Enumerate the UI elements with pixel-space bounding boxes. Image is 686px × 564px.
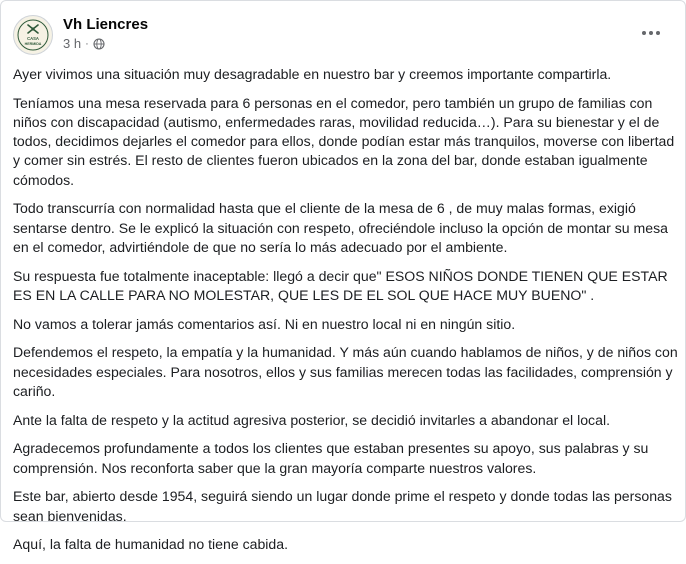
meta-separator: · <box>85 37 89 50</box>
more-options-dot <box>649 31 653 35</box>
avatar-logo-top-text: CASA <box>27 36 39 41</box>
avatar-logo-bottom-text: HERMIDA <box>24 42 42 46</box>
post-meta <box>63 36 105 51</box>
post-time[interactable]: 3 h <box>63 36 82 51</box>
post-paragraph: Ayer vivimos una situación muy desagradable en nuestro bar y creemos importante compartirla. <box>13 66 612 82</box>
post-header <box>1 1 685 65</box>
post-body <box>13 65 681 564</box>
more-options-button[interactable] <box>637 19 665 47</box>
post-paragraph: No vamos a tolerar jamás comentarios así. Ni en nuestro local ni en ningún sitio. <box>13 315 516 332</box>
globe-icon[interactable] <box>93 38 105 50</box>
post-paragraph: Teníamos una mesa reservada para 6 personas en el comedor, pero también un grupo de familias con niños con discapacidad (autismo, enfermedades raras, movilidad reducida…). Para su bienestar y el de todos, decidimos dejarles el comedor para ellos, donde podían estar más tranquilos, moverse con libertad y comer sin estrés. El resto de clientes fueron ubicados en la zona del bar, donde estaban igualmente cómodos. <box>13 94 675 188</box>
post-paragraph: Su respuesta fue totalmente inaceptable: llegó a decir que" ESOS NIÑOS DONDE TIENEN QUE ESTAR ES EN LA CALLE PARA NO MOLESTAR, QUE LES DE EL SOL QUE HACE MUY BUENO" . <box>13 267 668 303</box>
avatar-logo-icon <box>14 16 52 54</box>
post-paragraph: Este bar, abierto desde 1954, seguirá siendo un lugar donde prime el respeto y donde todas las personas sean bienvenidas. <box>13 488 672 524</box>
post-paragraph: Defendemos el respeto, la empatía y la humanidad. Y más aún cuando hablamos de niños, y de niños con necesidades especiales. Para nosotros, ellos y sus familias merecen todas las facilidades, comprensión y cariño. <box>13 344 678 399</box>
post-paragraph: Ante la falta de respeto y la actitud agresiva posterior, se decidió invitarles a abandonar el local. <box>13 411 610 428</box>
post-paragraph: Aquí, la falta de humanidad no tiene cabida. <box>13 536 289 553</box>
post-paragraph: Todo transcurría con normalidad hasta que el cliente de la mesa de 6 , de muy malas formas, exigió sentarse dentro. Se le explicó la situación con respeto, ofreciéndole incluso la opción de montar su mesa en el comedor, advirtiéndole de que no sería lo más adecuado por el ambiente. <box>13 200 668 255</box>
avatar[interactable] <box>13 15 53 55</box>
post-paragraph: Agradecemos profundamente a todos los clientes que estaban presentes su apoyo, sus palabras y su comprensión. Nos reconforta saber que la gran mayoría comparte nuestros valores. <box>13 440 649 476</box>
more-options-dot <box>656 31 660 35</box>
more-options-icon <box>642 31 646 35</box>
page-name[interactable]: Vh Liencres <box>63 16 149 33</box>
